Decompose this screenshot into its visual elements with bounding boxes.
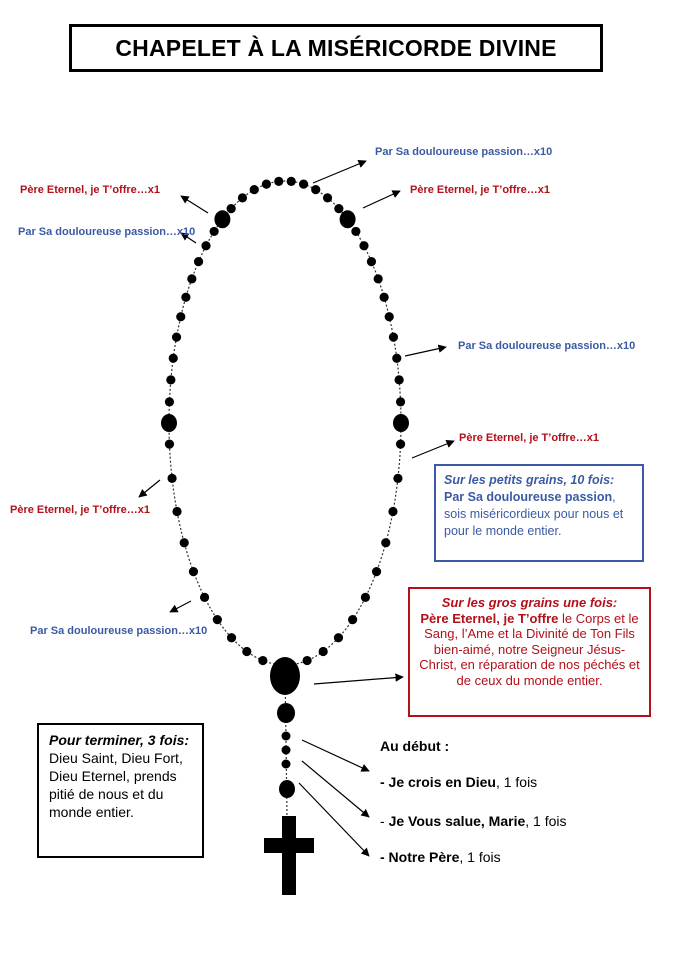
large-bead [393, 414, 409, 432]
small-bead [210, 227, 219, 236]
small-bead [165, 397, 174, 406]
tail-small-bead [282, 760, 291, 769]
small-bead [311, 185, 320, 194]
large-beads-box [408, 587, 651, 717]
debut-item-pater-rest: , 1 fois [459, 849, 501, 865]
small-bead [396, 439, 405, 448]
small-bead [169, 354, 178, 363]
small-bead [303, 656, 312, 665]
small-bead [334, 633, 343, 642]
large-bead [214, 210, 230, 228]
small-bead [274, 177, 283, 186]
arrow-blue-top [313, 161, 366, 183]
rosary-beads [161, 177, 409, 798]
small-beads-box [434, 464, 644, 562]
debut-item-ave-prefix: - [380, 813, 389, 829]
label-blue-top: Par Sa douloureuse passion…x10 [375, 146, 553, 158]
debut-item-credo [380, 774, 537, 790]
centre-medal [270, 657, 300, 695]
debut-item-credo-bold: - Je crois en Dieu [380, 774, 496, 790]
small-bead [201, 241, 210, 250]
large-beads-prayer-text: le Corps et le Sang, l’Ame et la Divinité de Ton Fils bien-aimé, notre Seigneur Jésus-Christ, en réparation de nos péchés et de ceux du monde entier. [419, 610, 640, 688]
tail-large-bead-top [277, 703, 295, 723]
small-bead [166, 375, 175, 384]
small-bead [395, 375, 404, 384]
small-bead [242, 647, 251, 656]
debut-item-ave-bold: Je Vous salue, Marie [388, 813, 526, 829]
small-bead [200, 593, 209, 602]
debut-item-ave-rest: , 1 fois [525, 813, 567, 829]
small-bead [389, 333, 398, 342]
title-box [69, 24, 603, 72]
arrow-large-beads-box [314, 677, 403, 684]
small-bead [227, 633, 236, 642]
arrow-blue-left-lower [170, 601, 191, 612]
tail-small-bead [282, 732, 291, 741]
small-bead [172, 507, 181, 516]
small-bead [262, 180, 271, 189]
small-bead [187, 274, 196, 283]
arrow-red-right [412, 441, 454, 458]
debut-item-ave [380, 813, 567, 829]
small-bead [393, 474, 402, 483]
small-bead [323, 193, 332, 202]
small-bead [348, 615, 357, 624]
ending-box [37, 723, 204, 858]
small-bead [359, 241, 368, 250]
small-beads-prayer-text: , sois miséricordieux pour nous et pour le monde entier. [444, 490, 624, 538]
debut-item-pater-bold: - Notre Père [380, 849, 460, 865]
page-title: CHAPELET À LA MISÉRICORDE DIVINE [115, 34, 557, 61]
small-bead [287, 177, 296, 186]
small-bead [381, 538, 390, 547]
small-bead [388, 507, 397, 516]
arrow-red-left [139, 480, 160, 497]
label-red-right: Père Eternel, je T’offre…x1 [459, 432, 599, 444]
small-bead [213, 615, 222, 624]
arrow-credo [302, 740, 369, 771]
label-red-top-left: Père Eternel, je T’offre…x1 [20, 184, 160, 196]
small-beads-heading: Sur les petits grains, 10 fois: [444, 473, 615, 487]
small-beads-prayer-bold: Par Sa douloureuse passion [444, 490, 613, 504]
large-beads-heading: Sur les gros grains une fois: [441, 595, 618, 610]
label-blue-left-upper: Par Sa douloureuse passion…x10 [18, 226, 196, 238]
small-bead [396, 397, 405, 406]
small-bead [367, 257, 376, 266]
chain-loop [169, 181, 401, 665]
small-bead [250, 185, 259, 194]
small-bead [181, 293, 190, 302]
small-bead [334, 204, 343, 213]
small-bead [227, 204, 236, 213]
tail-large-bead-bottom [279, 780, 295, 798]
small-bead [172, 333, 181, 342]
small-bead [238, 193, 247, 202]
label-blue-right: Par Sa douloureuse passion…x10 [458, 340, 636, 352]
arrow-blue-right [405, 347, 446, 356]
small-bead [392, 354, 401, 363]
small-bead [385, 312, 394, 321]
arrow-red-top-left [181, 196, 208, 213]
small-bead [319, 647, 328, 656]
small-bead [374, 274, 383, 283]
debut-title: Au début : [380, 738, 450, 754]
small-bead [380, 293, 389, 302]
small-bead [299, 180, 308, 189]
small-bead [180, 538, 189, 547]
small-bead [176, 312, 185, 321]
small-bead [189, 567, 198, 576]
small-bead [372, 567, 381, 576]
label-red-left: Père Eternel, je T’offre…x1 [10, 504, 150, 516]
label-blue-left-lower: Par Sa douloureuse passion…x10 [30, 625, 208, 637]
cross-icon [264, 816, 314, 895]
small-bead [351, 227, 360, 236]
small-bead [165, 439, 174, 448]
label-red-top-right: Père Eternel, je T’offre…x1 [410, 184, 550, 196]
arrow-ave [302, 761, 369, 817]
tail-small-bead [282, 746, 291, 755]
ending-heading: Pour terminer, 3 fois: [49, 732, 190, 748]
large-beads-prayer-bold: Père Eternel, je T’offre [420, 610, 559, 626]
large-bead [161, 414, 177, 432]
small-bead [167, 474, 176, 483]
large-bead [340, 210, 356, 228]
debut-item-credo-rest: , 1 fois [495, 774, 538, 790]
small-bead [361, 593, 370, 602]
small-bead [194, 257, 203, 266]
arrow-red-top-right [363, 191, 400, 208]
debut-item-pater [380, 849, 501, 865]
ending-prayer-text: Dieu Saint, Dieu Fort, Dieu Eternel, prends pitié de nous et du monde entier. [49, 750, 183, 820]
small-bead [258, 656, 267, 665]
